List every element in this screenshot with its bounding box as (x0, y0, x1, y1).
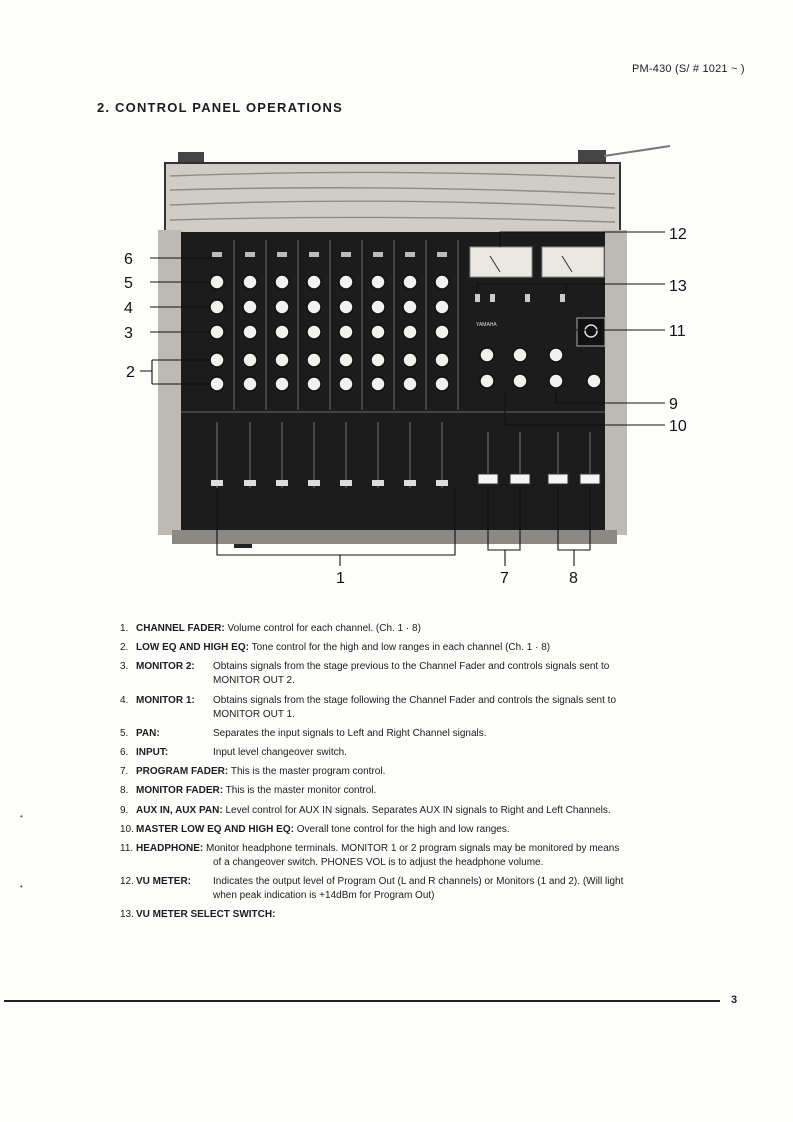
callout-3: 3 (124, 325, 133, 342)
list-item: 6. INPUT: Input level changeover switch. (120, 746, 347, 758)
mixer-body (158, 146, 670, 548)
footer-rule (4, 1000, 720, 1002)
list-item: 2. LOW EQ AND HIGH EQ: Tone control for the high and low ranges in each channel (Ch. 1 · 8) (120, 642, 551, 654)
mixer-control-panel-figure (110, 145, 700, 595)
scan-mark: • (20, 812, 23, 821)
headphone-jack (577, 318, 605, 346)
list-item: 12. VU METER: Indicates the output level of Program Out (L and R channels) or Monitors (1 and 2). (Will light when peak indication is +14dBm for Program Out) (120, 876, 624, 902)
control-descriptions (120, 622, 720, 927)
list-item: 11. HEADPHONE: Monitor headphone terminals. MONITOR 1 or 2 program signals may be monitored by means of a changeover switch. PHONES VOL is to adjust the headphone volume. (120, 842, 620, 868)
list-item: 13. VU METER SELECT SWITCH: (120, 909, 276, 921)
list-item: 3. MONITOR 2: Obtains signals from the stage previous to the Channel Fader and controls signals sent to MONITOR OUT 2. (120, 661, 610, 687)
callout-12: 12 (669, 226, 687, 243)
list-item: 5. PAN: Separates the input signals to Left and Right Channel signals. (120, 727, 487, 739)
callout-4: 4 (124, 300, 133, 317)
brand-logo: YAMAHA (476, 322, 497, 328)
list-item: 10. MASTER LOW EQ AND HIGH EQ: Overall tone control for the high and low ranges. (120, 823, 510, 835)
list-item: 9. AUX IN, AUX PAN: Level control for AUX IN signals. Separates AUX IN signals to Right and Left Channels. (120, 804, 611, 816)
list-item: 4. MONITOR 1: Obtains signals from the stage following the Channel Fader and controls the signals sent to MONITOR OUT 1. (120, 694, 617, 720)
callout-11: 11 (669, 323, 686, 340)
callout-13: 13 (669, 278, 687, 295)
callout-8: 8 (569, 570, 578, 587)
scan-mark: • (20, 882, 23, 891)
callout-7: 7 (500, 570, 509, 587)
list-item: 8. MONITOR FADER: This is the master monitor control. (120, 785, 377, 797)
callout-10: 10 (669, 418, 687, 435)
callout-2: 2 (126, 364, 135, 381)
callout-1: 1 (336, 570, 345, 587)
section-title: 2. CONTROL PANEL OPERATIONS (97, 100, 343, 115)
list-item: 1. CHANNEL FADER: Volume control for each channel. (Ch. 1 · 8) (120, 623, 421, 634)
page-number: 3 (731, 994, 738, 1006)
callout-6: 6 (124, 251, 133, 268)
model-number: PM-430 (S/ # 1021 ~ ) (632, 63, 745, 75)
callout-9: 9 (669, 396, 678, 413)
list-item: 7. PROGRAM FADER: This is the master program control. (120, 766, 386, 778)
callout-5: 5 (124, 275, 133, 292)
